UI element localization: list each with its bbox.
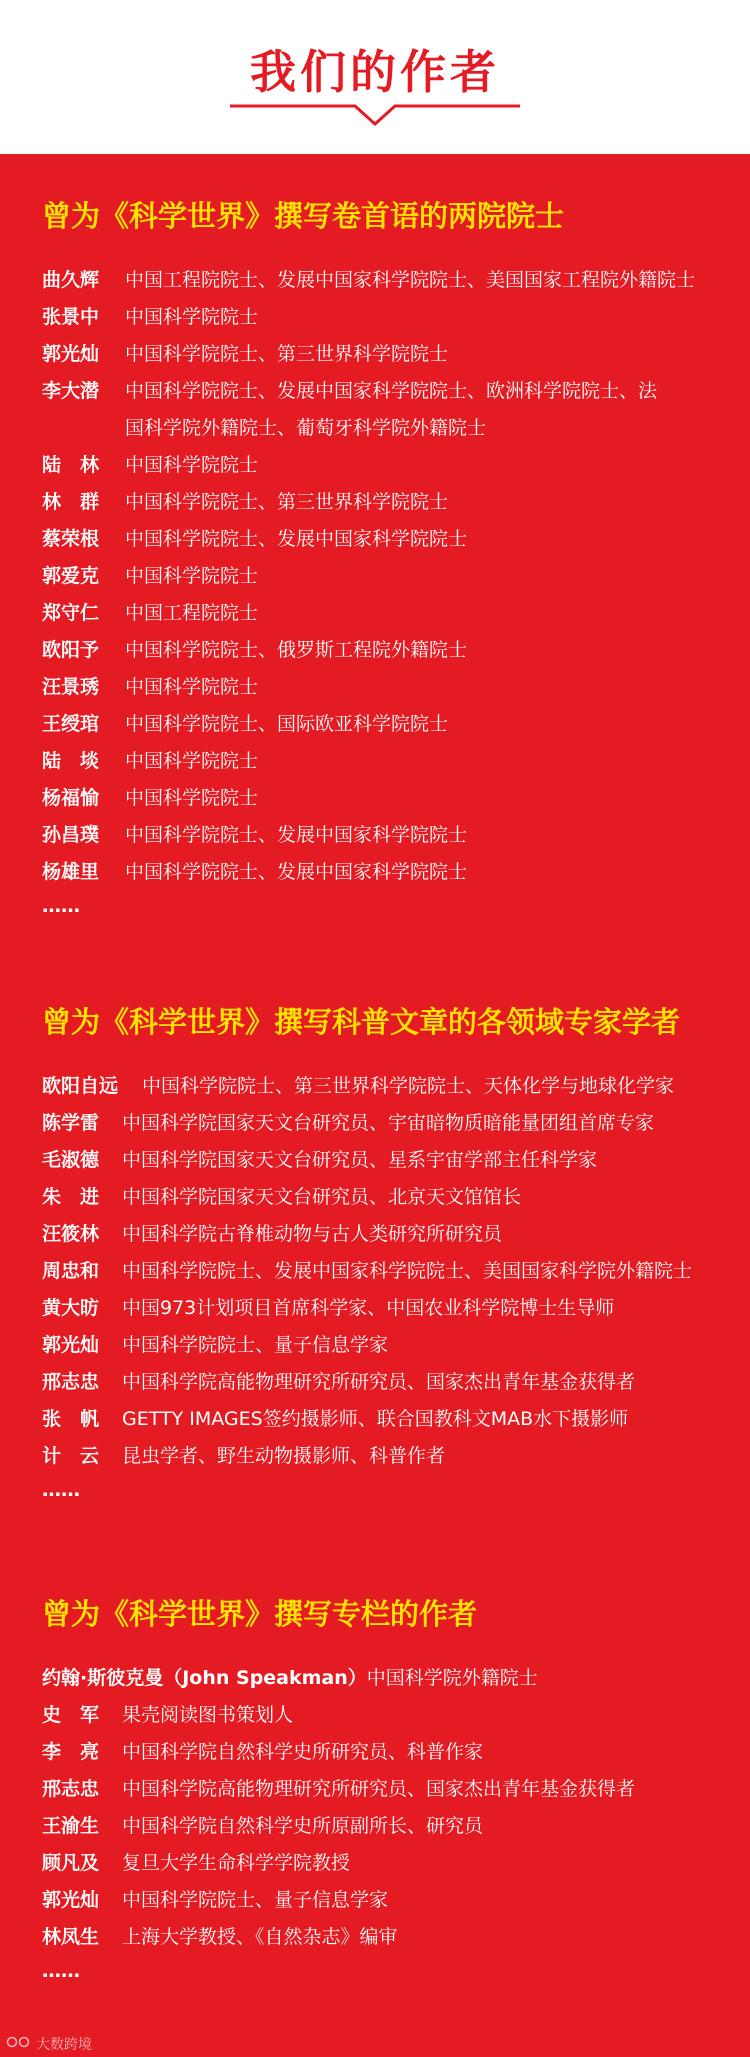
list-item [42,1919,742,1956]
author-name: 林 群 [42,491,100,513]
list-item [42,558,742,595]
list-item [42,706,742,743]
author-name: 汪景琇 [42,676,100,698]
author-name: 陈学雷 [42,1112,100,1134]
author-title: 中国科学院国家天文台研究员、北京天文馆馆长 [122,1186,522,1208]
author-title: 中国科学院院士、发展中国家科学院院士 [125,528,468,550]
author-name: 李大潜 [42,380,100,402]
author-name: 郭光灿 [42,1889,100,1911]
list-item [42,1882,742,1919]
list-item [42,1179,742,1216]
author-title: 中国科学院院士 [125,454,259,476]
list-item [42,632,742,669]
author-name: 蔡荣根 [42,528,100,550]
section-experts [42,1002,742,1505]
list-item [42,1290,742,1327]
author-title: 中国科学院自然科学史所原副所长、研究员 [122,1815,484,1837]
author-name: 邢志忠 [42,1371,100,1393]
list-item [42,1068,742,1105]
author-list [42,1660,742,1956]
author-title: 中国工程院院士 [125,602,259,624]
list-item [42,743,742,780]
logo-text: 大数跨境 [36,2037,92,2053]
author-name: 张景中 [42,306,100,328]
list-item [42,1216,742,1253]
author-title: 中国工程院院士、发展中国家科学院院士、美国国家工程院外籍院士 [125,269,696,291]
author-title: 中国科学院院士、发展中国家科学院院士 [125,861,468,883]
author-title: 中国科学院院士、第三世界科学院院士、天体化学与地球化学家 [142,1075,675,1097]
author-name: 曲久辉 [42,269,100,291]
author-name: 计 云 [42,1445,100,1467]
author-name: 陆 林 [42,454,100,476]
author-title: 中国科学院院士、量子信息学家 [122,1889,389,1911]
more-ellipsis: …… [42,1479,80,1501]
author-title: 中国科学院国家天文台研究员、宇宙暗物质暗能量团组首席专家 [122,1112,655,1134]
author-name: 陆 埮 [42,750,100,772]
author-name: 史 军 [42,1704,100,1726]
author-title: 中国科学院院士、发展中国家科学院院士 [125,824,468,846]
author-list [42,262,742,891]
list-item [42,299,742,336]
list-item [42,1771,742,1808]
list-item [42,1253,742,1290]
author-name: 林凤生 [42,1926,100,1948]
author-title: 中国科学院院士、发展中国家科学院院士、欧洲科学院院士、法国科学院外籍院士、葡萄牙科学院外籍院士 [125,380,658,439]
more-ellipsis: …… [42,1960,80,1982]
author-name: 欧阳自远 [42,1075,119,1097]
author-title: 中国科学院院士、发展中国家科学院院士、美国国家科学院外籍院士 [122,1260,693,1282]
author-title: 中国科学院外籍院士 [366,1667,538,1689]
author-title: 中国科学院院士 [125,565,259,587]
author-title: 复旦大学生命科学学院教授 [122,1852,351,1874]
author-name: 杨雄里 [42,861,100,883]
author-title: 中国科学院院士、国际欧亚科学院院士 [125,713,449,735]
author-name: 周忠和 [42,1260,100,1282]
list-item [42,1660,742,1697]
author-title: 上海大学教授、《自然杂志》编审 [122,1926,398,1948]
watermark-logo [6,2034,92,2054]
author-title: 中国科学院院士 [125,676,259,698]
list-item [42,1438,742,1475]
list-item [42,484,742,521]
list-item [42,521,742,558]
list-item [42,1808,742,1845]
author-title: 果壳阅读图书策划人 [122,1704,294,1726]
list-item [42,1327,742,1364]
author-name: 王渝生 [42,1815,100,1837]
list-item [42,595,742,632]
author-title: 中国科学院高能物理研究所研究员、国家杰出青年基金获得者 [122,1778,636,1800]
author-name: 郭光灿 [42,343,100,365]
author-title: 中国973计划项目首席科学家、中国农业科学院博士生导师 [122,1297,615,1319]
list-item [42,780,742,817]
author-title: GETTY IMAGES签约摄影师、联合国教科文MAB水下摄影师 [122,1408,629,1430]
author-list [42,1068,742,1475]
page-title: 我们的作者 [250,45,500,99]
author-title: 昆虫学者、野生动物摄影师、科普作者 [122,1445,446,1467]
author-title: 中国科学院院士、量子信息学家 [122,1334,389,1356]
author-name: 郑守仁 [42,602,100,624]
list-item [42,1845,742,1882]
author-name: 张 帆 [42,1408,100,1430]
section-columnists [42,1594,742,1986]
list-item [42,336,742,373]
list-item [42,1734,742,1771]
section-title: 曾为《科学世界》撰写卷首语的两院院士 [42,199,565,233]
author-name: 李 亮 [42,1741,100,1763]
author-title: 中国科学院院士 [125,787,259,809]
list-item [42,1697,742,1734]
author-name: 欧阳予 [42,639,100,661]
author-name: 王绶琯 [42,713,100,735]
author-title: 中国科学院自然科学史所研究员、科普作家 [122,1741,484,1763]
author-title: 中国科学院古脊椎动物与古人类研究所研究员 [122,1223,503,1245]
author-name: 郭光灿 [42,1334,100,1356]
author-title: 中国科学院院士 [125,750,259,772]
title-divider [0,96,750,130]
more-ellipsis: …… [42,895,80,917]
author-title: 中国科学院国家天文台研究员、星系宇宙学部主任科学家 [122,1149,598,1171]
list-item [42,817,742,854]
list-item [42,854,742,891]
author-name: 朱 进 [42,1186,100,1208]
author-name: 黄大昉 [42,1297,100,1319]
page-header [0,0,750,154]
author-name: 约翰·斯彼克曼（John Speakman） [42,1667,367,1689]
list-item [42,1401,742,1438]
list-item [42,373,742,447]
list-item [42,1364,742,1401]
section-title: 曾为《科学世界》撰写专栏的作者 [42,1597,478,1631]
author-title: 中国科学院高能物理研究所研究员、国家杰出青年基金获得者 [122,1371,636,1393]
list-item [42,447,742,484]
list-item [42,1142,742,1179]
list-item [42,1105,742,1142]
author-name: 郭爱克 [42,565,100,587]
section-title: 曾为《科学世界》撰写科普文章的各领域专家学者 [42,1005,681,1039]
list-item [42,262,742,299]
author-name: 顾凡及 [42,1852,100,1874]
author-name: 杨福愉 [42,787,100,809]
author-title: 中国科学院院士、第三世界科学院院士 [125,491,449,513]
list-item [42,669,742,706]
author-title: 中国科学院院士、俄罗斯工程院外籍院士 [125,639,468,661]
author-name: 汪筱林 [42,1223,100,1245]
author-name: 孙昌璞 [42,824,100,846]
section-academicians [42,196,742,921]
author-name: 邢志忠 [42,1778,100,1800]
author-name: 毛淑德 [42,1149,100,1171]
author-title: 中国科学院院士、第三世界科学院院士 [125,343,449,365]
author-title: 中国科学院院士 [125,306,259,328]
logo-icon [6,2035,32,2053]
